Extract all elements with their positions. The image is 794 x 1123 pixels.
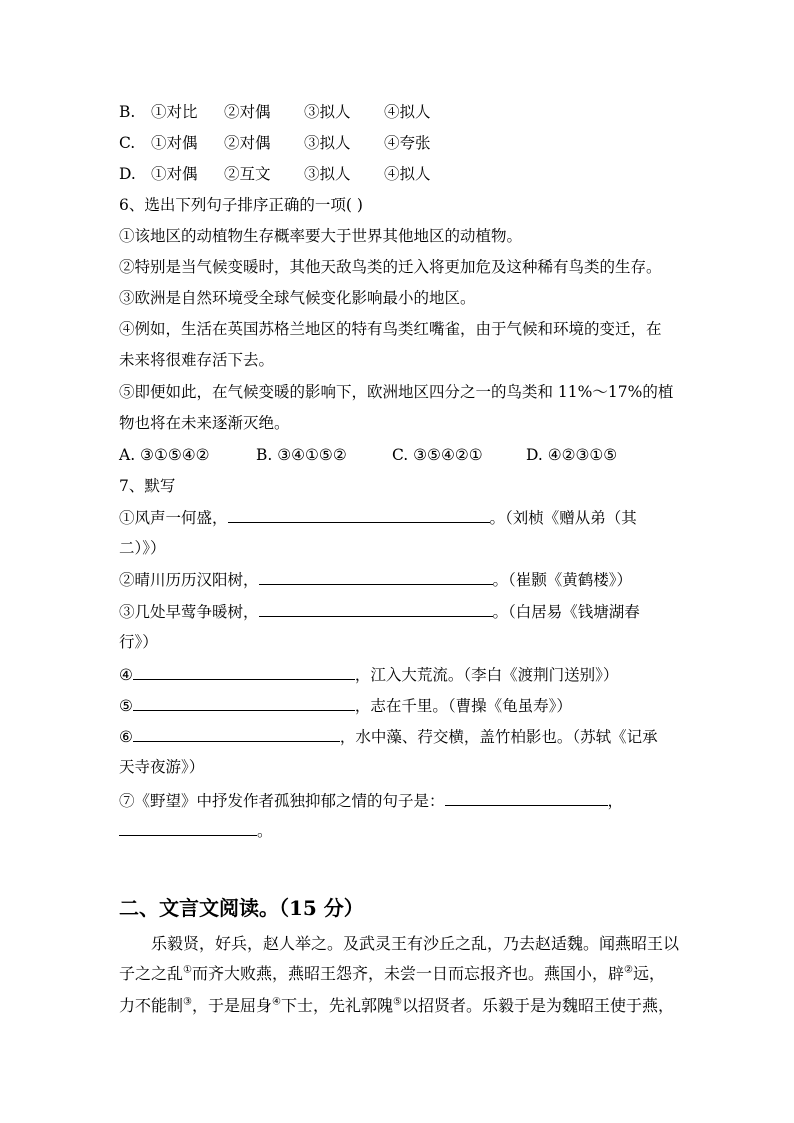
q6-sentence-5-line-2: 物也将在未来逐渐灭绝。 bbox=[119, 414, 290, 432]
q7-source: ，江入大荒流。（李白《渡荆门送别》） bbox=[354, 666, 619, 684]
answer-blank[interactable] bbox=[119, 820, 257, 836]
footnote-marker: ① bbox=[183, 964, 192, 976]
footnote-marker: ⑤ bbox=[392, 996, 402, 1008]
q6-option-c: C. ③⑤④②① bbox=[392, 446, 483, 464]
q7-prompt: ⑤ bbox=[119, 697, 133, 715]
q6-sentence-1: ①该地区的动植物生存概率要大于世界其他地区的动植物。 bbox=[119, 227, 523, 245]
q7-line-5 bbox=[119, 695, 572, 716]
q7-line-1 bbox=[119, 507, 637, 528]
q6-option-a: A. ③①⑤④② bbox=[119, 446, 210, 464]
option-item: ①对偶 bbox=[151, 165, 198, 183]
footnote-marker: ② bbox=[624, 964, 633, 976]
passage-line-3 bbox=[119, 996, 674, 1016]
q7-prompt: ⑦《野望》中抒发作者孤独抑郁之情的句子是： bbox=[119, 792, 445, 810]
q7-source: ，志在千里。（曹操《龟虽寿》） bbox=[354, 697, 572, 715]
option-b bbox=[119, 102, 431, 122]
q7-line-4 bbox=[119, 664, 618, 685]
passage-text: 而齐大败燕，燕昭王怨齐，未尝一日而忘报齐也。燕国小，辟 bbox=[191, 964, 624, 983]
q6-option-d: D. ④②③①⑤ bbox=[526, 446, 618, 464]
q7-line-6 bbox=[119, 726, 658, 747]
option-item: ②对偶 bbox=[224, 103, 271, 121]
passage-text: ，于是屈身 bbox=[191, 996, 272, 1015]
q7-line-7 bbox=[119, 790, 623, 811]
option-d bbox=[119, 164, 431, 184]
answer-blank[interactable] bbox=[133, 726, 340, 742]
footnote-marker: ④ bbox=[272, 996, 281, 1008]
q6-stem: 6、选出下列句子排序正确的一项( ) bbox=[119, 196, 363, 214]
q7-prompt: ②晴川历历汉阳树， bbox=[119, 571, 259, 589]
section-heading: 二、文言文阅读。（15 分） bbox=[119, 896, 364, 920]
q7-source: 。（白居易《钱塘湖春 bbox=[492, 603, 640, 621]
option-item: ④夸张 bbox=[384, 134, 431, 152]
answer-blank[interactable] bbox=[228, 507, 490, 523]
option-item: ④拟人 bbox=[384, 165, 431, 183]
answer-blank[interactable] bbox=[445, 790, 608, 806]
option-item: ④拟人 bbox=[384, 103, 431, 121]
option-letter: B. bbox=[119, 103, 136, 121]
answer-blank[interactable] bbox=[259, 569, 493, 585]
answer-blank[interactable] bbox=[133, 664, 355, 680]
q7-line-2 bbox=[119, 569, 632, 590]
q6-sentence-3: ③欧洲是自然环境受全球气候变化影响最小的地区。 bbox=[119, 289, 476, 307]
q7-line-7-cont bbox=[119, 820, 273, 841]
passage-line-2 bbox=[119, 964, 674, 984]
q7-source: ，水中藻、荇交横，盖竹柏影也。（苏轼《记承 bbox=[339, 728, 658, 746]
q7-source: 。（刘桢《赠从弟（其 bbox=[489, 509, 637, 527]
option-item: ①对偶 bbox=[151, 134, 198, 152]
q7-line-1-cont: 二）》） bbox=[119, 539, 166, 557]
passage-text: 以招贤者。乐毅于是为魏昭王使于燕， bbox=[401, 996, 674, 1015]
q6-sentence-5-line-1: ⑤即便如此，在气候变暖的影响下，欧洲地区四分之一的鸟类和 11%～17%的植 bbox=[119, 383, 674, 401]
q7-end: 。 bbox=[257, 822, 273, 840]
q6-options bbox=[119, 445, 617, 465]
q6-sentence-2: ②特别是当气候变暖时，其他天敌鸟类的迁入将更加危及这种稀有鸟类的生存。 bbox=[119, 258, 662, 276]
q6-sentence-4-line-2: 未来将很难存活下去。 bbox=[119, 351, 275, 369]
option-letter: C. bbox=[119, 134, 136, 152]
q7-line-3-cont: 行》） bbox=[119, 633, 158, 651]
q7-source: 。（崔颢《黄鹤楼》） bbox=[492, 571, 633, 589]
q7-stem: 7、默写 bbox=[119, 477, 176, 495]
option-item: ③拟人 bbox=[304, 134, 351, 152]
q6-option-b: B. ③④①⑤② bbox=[256, 446, 347, 464]
passage-text: 子之之乱 bbox=[119, 964, 184, 983]
footnote-marker: ③ bbox=[183, 996, 192, 1008]
q7-prompt: ④ bbox=[119, 666, 133, 684]
option-letter: D. bbox=[119, 165, 136, 183]
q6-sentence-4-line-1: ④例如，生活在英国苏格兰地区的特有鸟类红嘴雀，由于气候和环境的变迁，在 bbox=[119, 320, 662, 338]
passage-line-1: 乐毅贤，好兵，赵人举之。及武灵王有沙丘之乱，乃去赵适魏。闻燕昭王以 bbox=[151, 934, 680, 953]
passage-text: 力不能制 bbox=[119, 996, 184, 1015]
q7-prompt: ③几处早莺争暖树， bbox=[119, 603, 259, 621]
passage-text: 下士，先礼郭隗 bbox=[280, 996, 393, 1015]
q7-prompt: ⑥ bbox=[119, 728, 133, 746]
option-item: ①对比 bbox=[151, 103, 198, 121]
option-item: ②对偶 bbox=[224, 134, 271, 152]
answer-blank[interactable] bbox=[259, 601, 493, 617]
q7-line-6-cont: 天寺夜游》） bbox=[119, 758, 205, 776]
q7-line-3 bbox=[119, 601, 640, 622]
option-item: ③拟人 bbox=[304, 103, 351, 121]
option-item: ③拟人 bbox=[304, 165, 351, 183]
answer-blank[interactable] bbox=[133, 695, 355, 711]
q7-separator: ， bbox=[607, 792, 624, 810]
option-item: ②互文 bbox=[224, 165, 271, 183]
q7-prompt: ①风声一何盛， bbox=[119, 509, 228, 527]
option-c bbox=[119, 133, 431, 153]
passage-text: 远， bbox=[632, 964, 665, 983]
